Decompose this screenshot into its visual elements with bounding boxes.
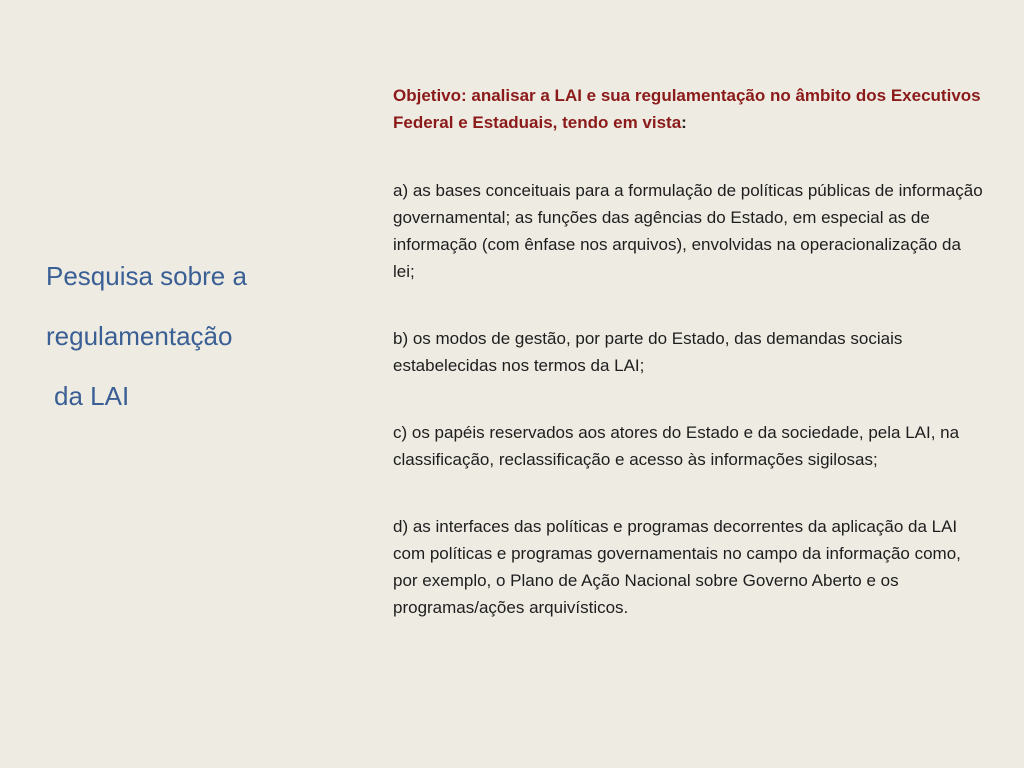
list-item-a: a) as bases conceituais para a formulação de políticas públicas de informação governamental; as funções das agências do Estado, em especial as de informação (com ênfase nos arquivos), envolvidas na operacionalização da lei; xyxy=(393,181,983,281)
list-item-d: d) as interfaces das políticas e programas decorrentes da aplicação da LAI com políticas e programas governamentais no campo da informação como, por exemplo, o Plano de Ação Nacional sobre Governo Aberto e os programas/ações arquivísticos. xyxy=(393,517,961,617)
objective-colon: : xyxy=(681,113,687,132)
slide-title xyxy=(46,246,346,426)
objective-text: Objetivo: analisar a LAI e sua regulamentação no âmbito dos Executivos Federal e Estaduais, tendo em vista xyxy=(393,86,981,132)
list-item-b: b) os modos de gestão, por parte do Estado, das demandas sociais estabelecidas nos termos da LAI; xyxy=(393,329,903,375)
title-line-2: regulamentação xyxy=(46,321,233,351)
slide-content xyxy=(393,82,983,661)
list-item-c: c) os papéis reservados aos atores do Estado e da sociedade, pela LAI, na classificação, reclassificação e acesso às informações sigilosas; xyxy=(393,423,960,469)
title-line-3: da LAI xyxy=(54,381,130,411)
objective-paragraph xyxy=(393,82,983,136)
title-line-1: Pesquisa sobre a xyxy=(46,261,247,291)
